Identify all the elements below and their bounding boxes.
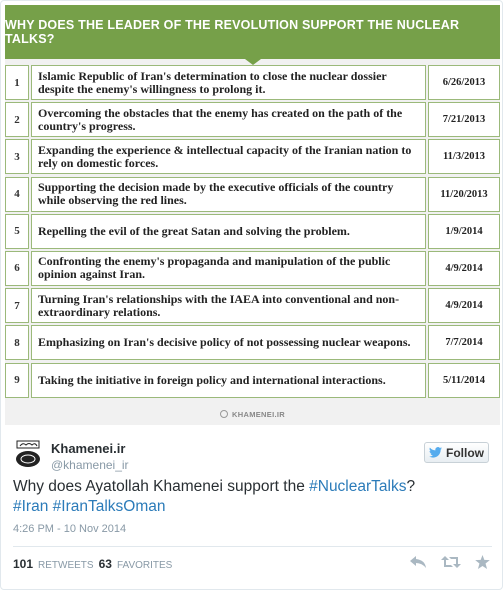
table-row — [5, 325, 500, 362]
row-date: 4/9/2014 — [428, 288, 500, 323]
infographic-footer — [5, 403, 500, 425]
retweets-label[interactable]: RETWEETS — [38, 560, 94, 571]
account-name[interactable]: Khamenei.ir — [51, 441, 126, 456]
follow-label: Follow — [446, 445, 484, 460]
infographic-table — [5, 65, 500, 400]
table-row — [5, 251, 500, 288]
row-number: 3 — [5, 139, 29, 174]
row-reason: Emphasizing on Iran's decisive policy of not possessing nuclear weapons. — [31, 325, 426, 360]
row-reason: Repelling the evil of the great Satan and solving the problem. — [31, 214, 426, 249]
row-reason: Overcoming the obstacles that the enemy has created on the path of the country's progress. — [31, 102, 426, 137]
infographic-image[interactable] — [5, 5, 500, 425]
tweet-text-mid: ? — [406, 478, 416, 495]
row-date: 11/3/2013 — [428, 139, 500, 174]
row-date: 7/7/2014 — [428, 325, 500, 360]
favorites-label[interactable]: FAVORITES — [116, 560, 173, 571]
retweet-icon[interactable] — [441, 555, 461, 569]
retweets-count[interactable]: 101 — [13, 557, 34, 571]
table-row — [5, 102, 500, 139]
tweet-timestamp[interactable]: 4:26 PM - 10 Nov 2014 — [13, 523, 127, 535]
avatar-emblem-icon — [13, 439, 43, 469]
row-number: 7 — [5, 288, 29, 323]
row-number: 6 — [5, 251, 29, 286]
row-reason: Taking the initiative in foreign policy and international interactions. — [31, 363, 426, 398]
hashtag-iran[interactable]: #Iran — [13, 498, 49, 515]
row-reason: Confronting the enemy's propaganda and manipulation of the public opinion against Iran. — [31, 251, 426, 286]
table-row — [5, 288, 500, 325]
row-date: 5/11/2014 — [428, 363, 500, 398]
khamenei-logo-icon — [220, 410, 228, 418]
tweet-text — [13, 477, 493, 517]
row-number: 4 — [5, 177, 29, 212]
twitter-bird-icon — [429, 447, 442, 458]
follow-button[interactable] — [424, 442, 489, 463]
divider — [13, 546, 492, 547]
infographic-header — [5, 5, 500, 59]
tweet-text-prefix: Why does Ayatollah Khamenei support the — [13, 478, 310, 495]
star-icon[interactable] — [475, 555, 490, 569]
table-row — [5, 177, 500, 214]
row-date: 4/9/2014 — [428, 251, 500, 286]
table-row — [5, 139, 500, 176]
footer-logo-text: KHAMENEI.IR — [232, 409, 285, 419]
row-date: 7/21/2013 — [428, 102, 500, 137]
row-number: 8 — [5, 325, 29, 360]
row-reason: Supporting the decision made by the executive officials of the country while observing the red lines. — [31, 177, 426, 212]
hashtag-nucleartalks[interactable]: #NuclearTalks — [309, 478, 407, 495]
row-number: 9 — [5, 363, 29, 398]
tweet-actions — [409, 555, 490, 569]
row-date: 11/20/2013 — [428, 177, 500, 212]
account-handle[interactable]: @khamenei_ir — [51, 458, 129, 472]
reply-icon[interactable] — [409, 555, 427, 569]
row-number: 2 — [5, 102, 29, 137]
row-number: 5 — [5, 214, 29, 249]
row-date: 1/9/2014 — [428, 214, 500, 249]
avatar[interactable] — [13, 439, 43, 469]
hashtag-irantalksoman[interactable]: #IranTalksOman — [52, 498, 166, 515]
row-reason: Turning Iran's relationships with the IAEA into conventional and non-extraordinary relations. — [31, 288, 426, 323]
row-date: 6/26/2013 — [428, 65, 500, 100]
row-reason: Islamic Republic of Iran's determination to close the nuclear dossier despite the enemy's willingness to prolong it. — [31, 65, 426, 100]
table-row — [5, 363, 500, 400]
tweet-stats — [13, 557, 172, 571]
favorites-count[interactable]: 63 — [98, 557, 112, 571]
row-reason: Expanding the experience & intellectual capacity of the Iranian nation to rely on domestic forces. — [31, 139, 426, 174]
table-row — [5, 65, 500, 102]
infographic-title: WHY DOES THE LEADER OF THE REVOLUTION SUPPORT THE NUCLEAR TALKS? — [5, 18, 460, 46]
table-row — [5, 214, 500, 251]
row-number: 1 — [5, 65, 29, 100]
